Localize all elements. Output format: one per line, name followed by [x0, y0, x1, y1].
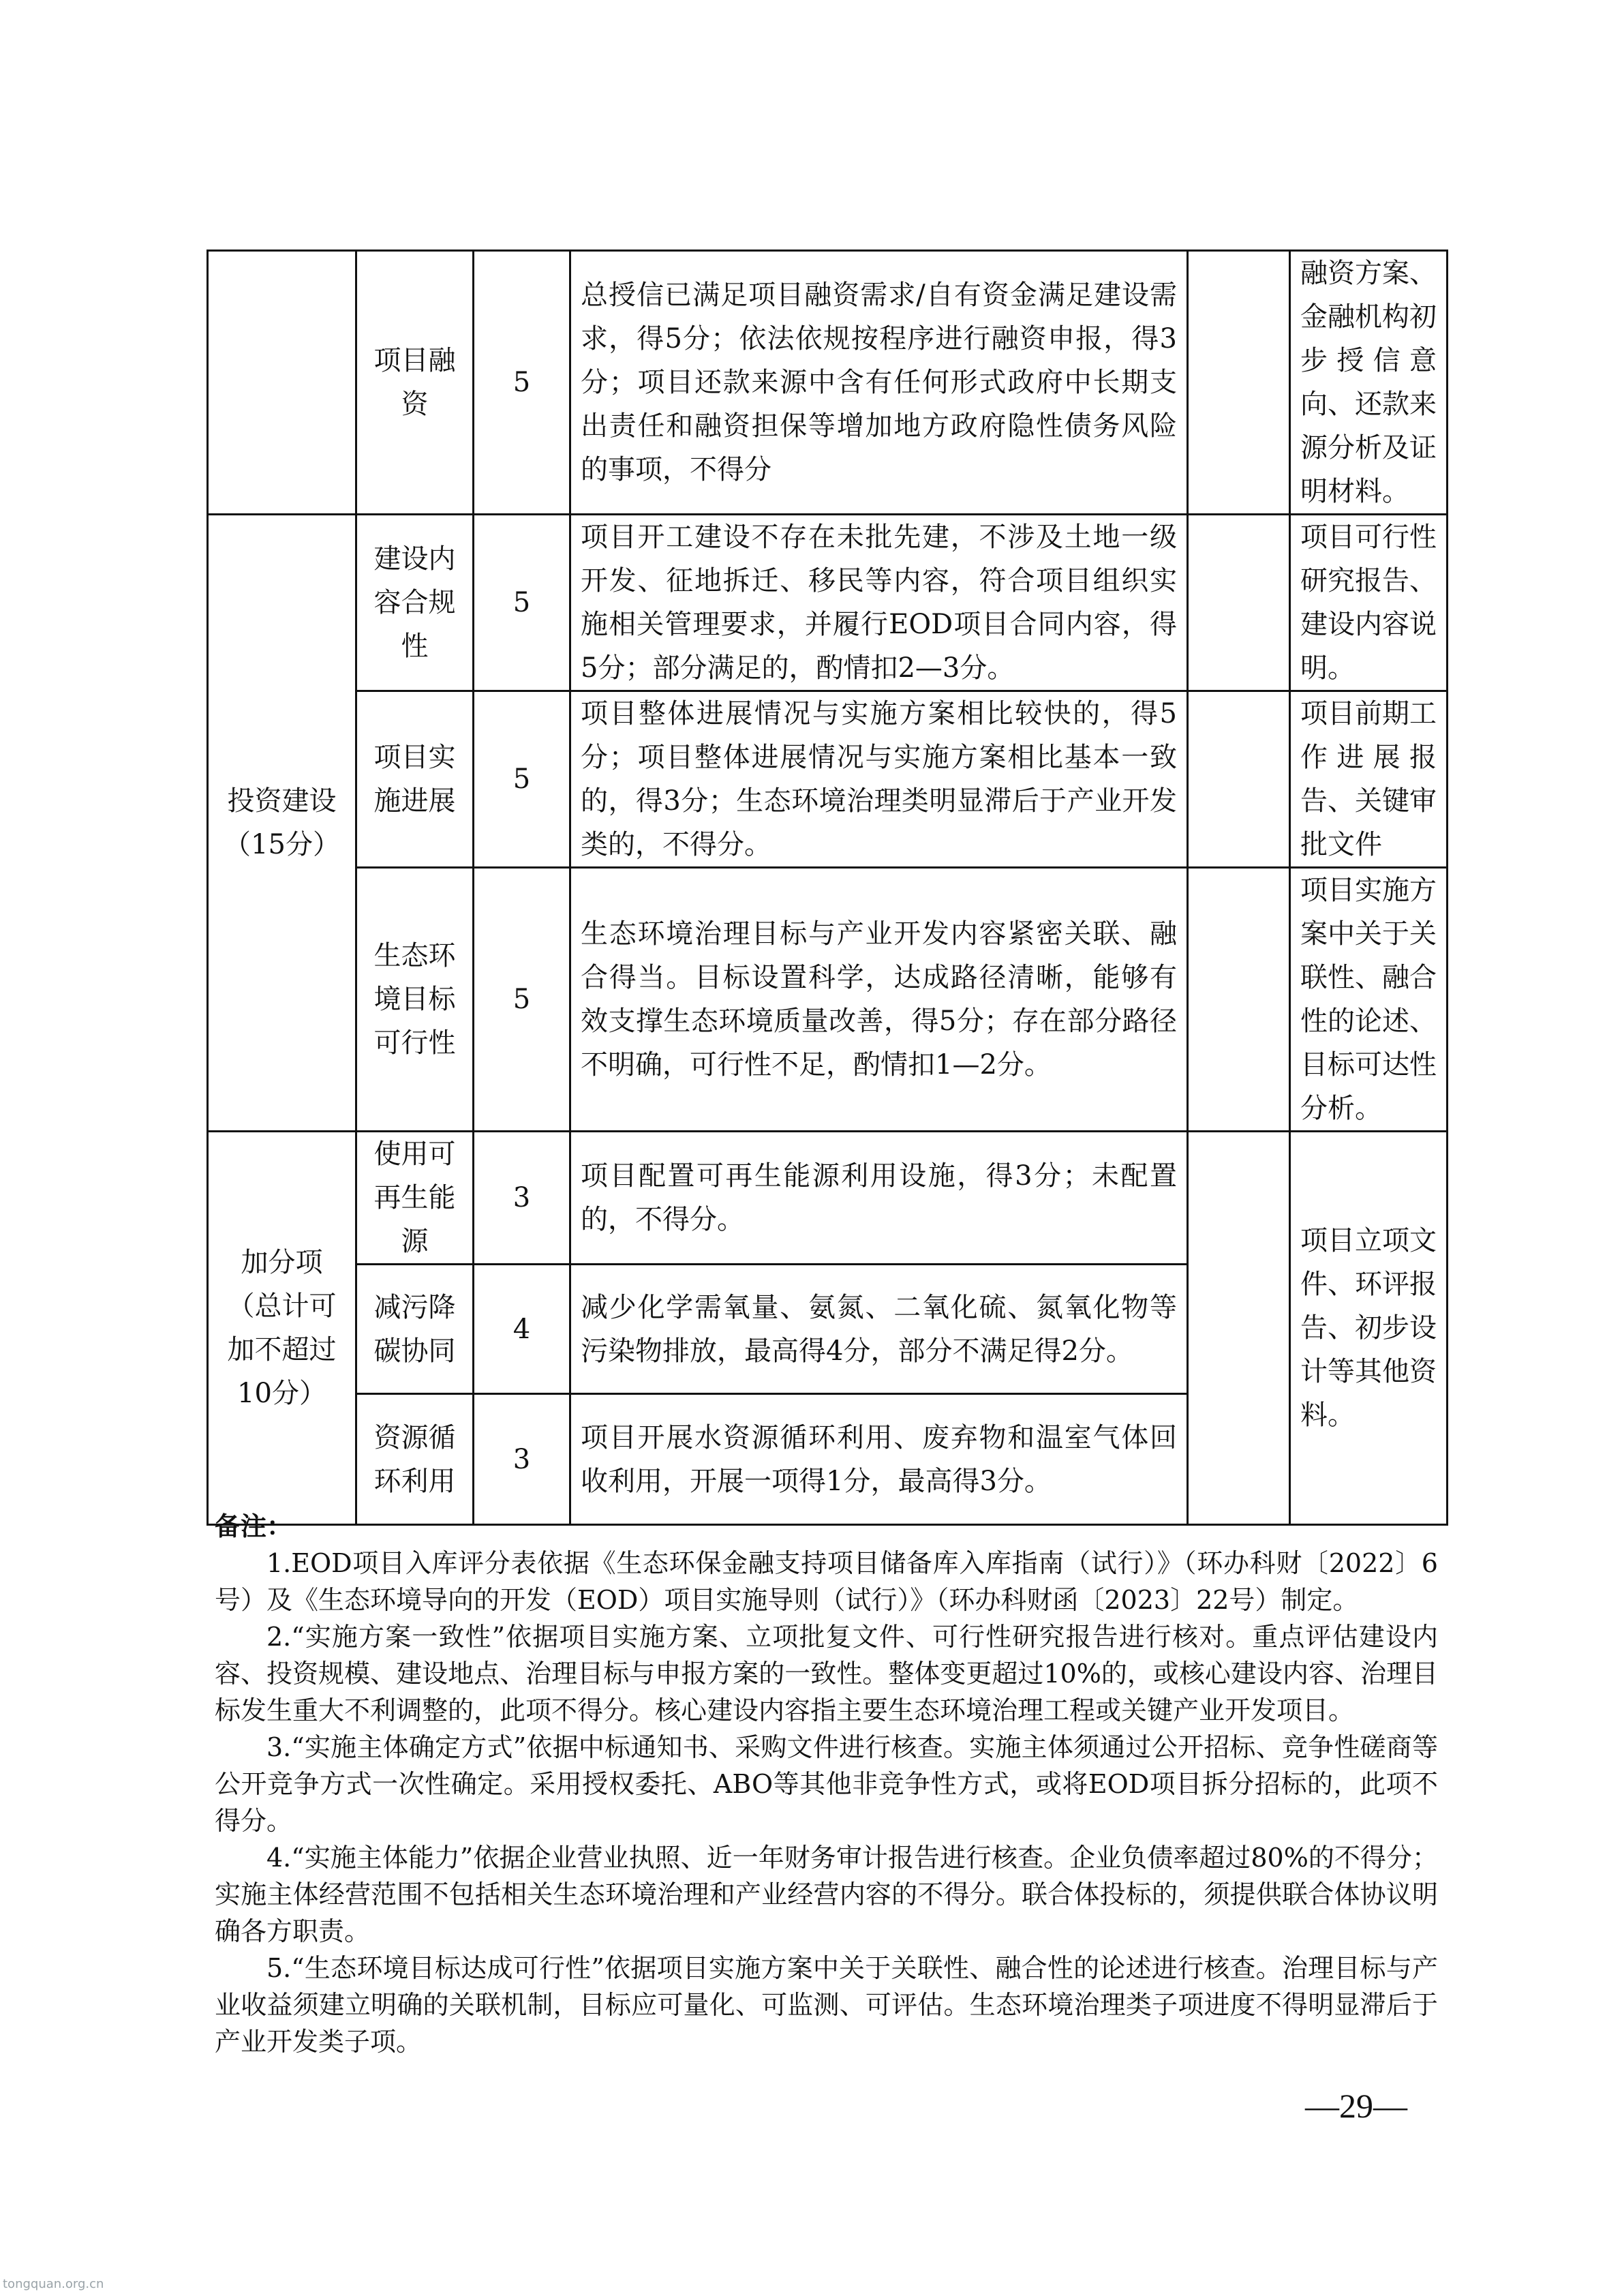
item-score: 5	[474, 868, 570, 1132]
page-number: —29—	[1305, 2087, 1407, 2125]
evidence-text: 项目立项文件、环评报告、初步设计等其他资料。	[1290, 1132, 1448, 1525]
notes-heading: 备注：	[215, 1511, 293, 1541]
blank-cell	[1188, 868, 1290, 1132]
item-name: 资源循环利用	[356, 1394, 474, 1525]
category-investment: 投资建设（15分）	[208, 515, 356, 1132]
item-name: 生态环境目标可行性	[356, 868, 474, 1132]
item-score: 5	[474, 691, 570, 868]
item-score: 4	[474, 1265, 570, 1394]
item-score: 5	[474, 515, 570, 691]
criteria-text: 生态环境治理目标与产业开发内容紧密关联、融合得当。目标设置科学，达成路径清晰，能够有效支撑生态环境质量改善，得5分；存在部分路径不明确，可行性不足，酌情扣1—2分。	[570, 868, 1188, 1132]
table-row	[208, 1132, 1448, 1265]
item-name: 建设内容合规性	[356, 515, 474, 691]
blank-cell	[1188, 251, 1290, 515]
criteria-text: 项目开工建设不存在未批先建，不涉及土地一级开发、征地拆迁、移民等内容，符合项目组织实施相关管理要求，并履行EOD项目合同内容，得5分；部分满足的，酌情扣2—3分。	[570, 515, 1188, 691]
criteria-text: 减少化学需氧量、氨氮、二氧化硫、氮氧化物等污染物排放，最高得4分，部分不满足得2分。	[570, 1265, 1188, 1394]
criteria-text: 项目开展水资源循环利用、废弃物和温室气体回收利用，开展一项得1分，最高得3分。	[570, 1394, 1188, 1525]
table-row	[208, 691, 1448, 868]
scoring-table	[206, 250, 1448, 1526]
evidence-text: 项目前期工作进展报告、关键审批文件	[1290, 691, 1448, 868]
item-name: 项目融资	[356, 251, 474, 515]
item-score: 5	[474, 251, 570, 515]
evidence-text: 项目可行性研究报告、建设内容说明。	[1290, 515, 1448, 691]
note-item: 3.“实施主体确定方式”依据中标通知书、采购文件进行核查。实施主体须通过公开招标、竞争性磋商等公开竞争方式一次性确定。采用授权委托、ABO等其他非竞争性方式，或将EOD项目拆分招标的，此项不得分。	[215, 1732, 1438, 1836]
notes-section	[215, 1508, 1438, 2060]
table-row	[208, 251, 1448, 515]
watermark: tongquan.org.cn	[3, 2277, 104, 2291]
item-name: 项目实施进展	[356, 691, 474, 868]
blank-cell	[1188, 515, 1290, 691]
note-item: 2.“实施方案一致性”依据项目实施方案、立项批复文件、可行性研究报告进行核对。重点评估建设内容、投资规模、建设地点、治理目标与申报方案的一致性。整体变更超过10%的，或核心建设内容、治理目标发生重大不利调整的，此项不得分。核心建设内容指主要生态环境治理工程或关键产业开发项目。	[215, 1622, 1438, 1725]
evidence-text: 项目实施方案中关于关联性、融合性的论述、目标可达性分析。	[1290, 868, 1448, 1132]
item-name: 减污降碳协同	[356, 1265, 474, 1394]
item-score: 3	[474, 1132, 570, 1265]
note-item: 4.“实施主体能力”依据企业营业执照、近一年财务审计报告进行核查。企业负债率超过80%的不得分；实施主体经营范围不包括相关生态环境治理和产业经营内容的不得分。联合体投标的，须提供联合体协议明确各方职责。	[215, 1843, 1438, 1946]
note-item: 5.“生态环境目标达成可行性”依据项目实施方案中关于关联性、融合性的论述进行核查。治理目标与产业收益须建立明确的关联机制，目标应可量化、可监测、可评估。生态环境治理类子项进度不得明显滞后于产业开发类子项。	[215, 1953, 1438, 2057]
item-name: 使用可再生能源	[356, 1132, 474, 1265]
evidence-text: 融资方案、金融机构初步授信意向、还款来源分析及证明材料。	[1290, 251, 1448, 515]
blank-cell	[1188, 1132, 1290, 1525]
note-item: 1.EOD项目入库评分表依据《生态环保金融支持项目储备库入库指南（试行）》（环办科财〔2022〕6号）及《生态环境导向的开发（EOD）项目实施导则（试行）》（环办科财函〔2023〕22号）制定。	[215, 1548, 1438, 1615]
item-score: 3	[474, 1394, 570, 1525]
table-row	[208, 868, 1448, 1132]
table-row	[208, 515, 1448, 691]
category-bonus: 加分项（总计可加不超过10分）	[208, 1132, 356, 1525]
blank-cell	[1188, 691, 1290, 868]
criteria-text: 项目配置可再生能源利用设施，得3分；未配置的，不得分。	[570, 1132, 1188, 1265]
category-cell	[208, 251, 356, 515]
criteria-text: 项目整体进展情况与实施方案相比较快的，得5分；项目整体进展情况与实施方案相比基本一致的，得3分；生态环境治理类明显滞后于产业开发类的，不得分。	[570, 691, 1188, 868]
criteria-text: 总授信已满足项目融资需求/自有资金满足建设需求，得5分；依法依规按程序进行融资申报，得3分；项目还款来源中含有任何形式政府中长期支出责任和融资担保等增加地方政府隐性债务风险的事项，不得分	[570, 251, 1188, 515]
